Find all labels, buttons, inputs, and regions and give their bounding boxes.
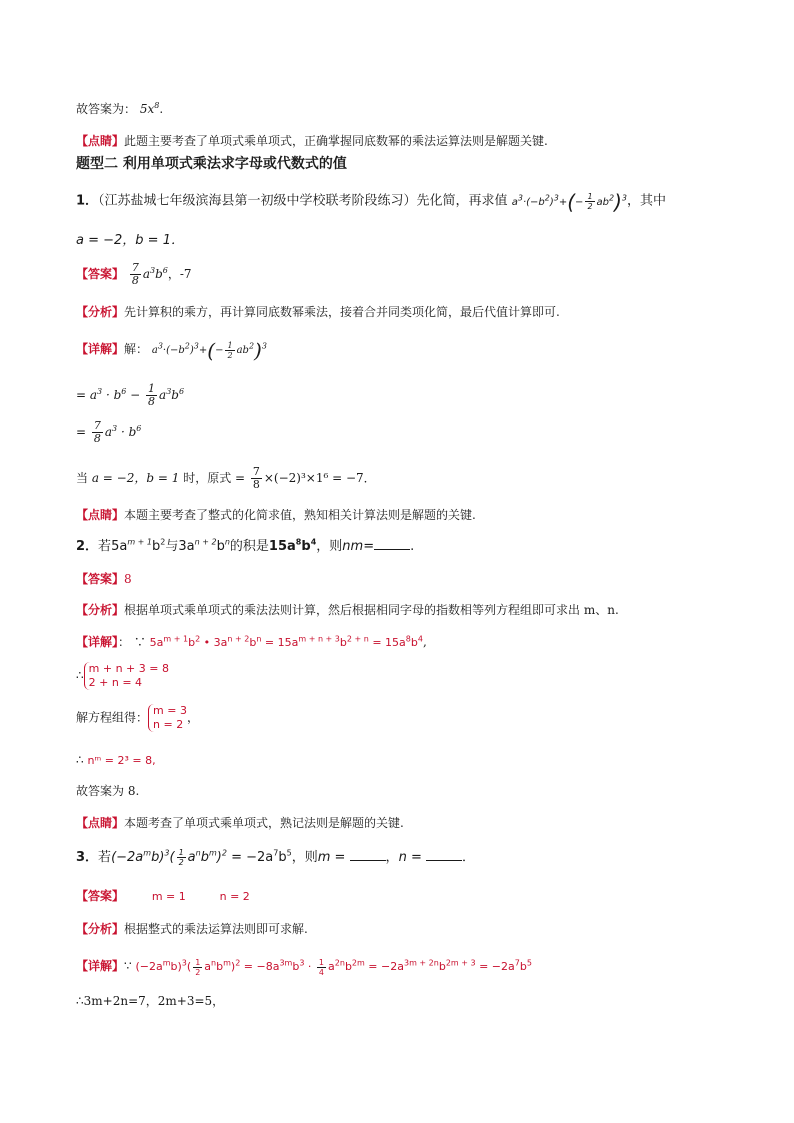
q2-result-line: ∴ nᵐ = 2³ = 8, [76, 753, 156, 767]
q1-step1: = $a^3 \cdot b^6$ − $\frac{1}{8}$ $a^3b^6$ [76, 382, 185, 408]
q3-final-line: ∴3m+2n=7，2m+3=5， [76, 994, 225, 1008]
q2-system: m + n + 3 = 8 2 + n = 4 [84, 662, 169, 690]
comment-text: 此题主要考查了单项式乘单项式，正确掌握同底数幂的乘法运算法则是解题关键. [124, 134, 548, 148]
q2-answer-line: 【答案】8 [76, 572, 132, 586]
section-title: 题型二 利用单项式乘法求字母或代数式的值 [76, 156, 347, 172]
q1-answer-expr: $\frac{7}{8}$ $a^3b^6$ [131, 261, 168, 287]
q2-detail-expr: $5a^{m + 1}b^2$ • $3a^{n + 2}b^n = 15a^{m + n + 3}b^{2 + n} = 15a^8b^4$ [149, 634, 423, 649]
q1-expression: $a^3\cdot(-b^2)^3+(-$ $\frac{1}{2}$ $ab^2)^3$ [511, 189, 628, 214]
q2-system-line: ∴ m + n + 3 = 8 2 + n = 4 [76, 662, 169, 689]
q2-detail-line: 【详解】： ∵ $5a^{m + 1}b^2$ • $3a^{n + 2}b^n = 15a^{m + n + 3}b^{2 + n} = 15a^8b^4$, [76, 634, 427, 649]
q1-eval-line: 当 a = −2，b = 1 时，原式 = $\frac{7}{8}$ ×(−2)³×1⁶ = −7． [76, 465, 376, 491]
intro-answer-line: 故答案为： $5x^8$. [76, 101, 164, 116]
intro-comment-line [76, 132, 548, 150]
q1-stem: 1．（江苏盐城七年级滨海县第一初级中学校联考阶段练习）先化简，再求值 $a^3\cdot(-b^2)^3+(-$ $\frac{1}{2}$ $ab^2)^3$，其中 [76, 189, 667, 214]
q2-stem: 2．若$5a^{m + 1}b^2$与$3a^{n + 2}b^n$的积是$15a^8b^4$，则nm= . [76, 537, 415, 554]
q3-blank-n[interactable] [426, 848, 462, 861]
q3-detail-line: 【详解】∵ $(-2a^mb)^3$( $\frac{1}{2}$ $a^nb^m)^2 = -8a^{3m}b^3$ · $\frac{1}{4}$ $a^{2n}b^{2m} = -2a^{3m + 2n}b^{2m + 3} = -2a^7b^5$ [76, 957, 532, 977]
comment-tag: 【点睛】 [76, 134, 125, 148]
q2-term2: $3a^{n + 2}b^n$ [178, 537, 230, 554]
q3-stem: 3．若$(-2a^mb)^3$( $\frac{1}{2}$ $a^nb^m)^2 = -2a^7b^5$，则m = ，n = ． [76, 848, 475, 867]
answer-prefix: 故答案为： [76, 102, 137, 116]
q1-condition: a = −2，b = 1． [76, 233, 184, 248]
q1-source: （江苏盐城七年级滨海县第一初级中学校联考阶段练习）先化简，再求值 [98, 193, 508, 209]
q1-detail-line: 【详解】解： $a^3\cdot(-b^2)^3+(-$ $\frac{1}{2}$ $ab^2)^3$ [76, 338, 267, 363]
q1-answer-line: 【答案】 $\frac{7}{8}$ $a^3b^6$，-7 [76, 261, 192, 287]
q1-detail-expr: $a^3\cdot(-b^2)^3+(-$ $\frac{1}{2}$ $ab^2)^3$ [151, 338, 267, 363]
q2-answer-blank[interactable] [374, 537, 410, 550]
answer-value: $5x^8$ [139, 101, 160, 116]
q2-solution: m = 3 n = 2 [148, 704, 187, 732]
q3-answer-line: 【答案】 m = 1 n = 2 [76, 889, 250, 903]
q1-step2: = $\frac{7}{8}$ $a^3 \cdot b^6$ [76, 419, 142, 445]
q3-expression: $(-2a^mb)^3$( $\frac{1}{2}$ $a^nb^m)^2$ [111, 848, 227, 867]
q2-analysis-line: 【分析】根据单项式乘单项式的乘法法则计算，然后根据相同字母的指数相等列方程组即可求出 m、n. [76, 603, 619, 617]
q2-final-answer: 故答案为 8. [76, 784, 140, 798]
q1-comment-line: 【点睛】本题主要考查了整式的化简求值，熟知相关计算法则是解题的关键. [76, 508, 476, 522]
q1-analysis-line: 【分析】先计算积的乘方，再计算同底数幂乘法，接着合并同类项化简，最后代值计算即可. [76, 305, 560, 319]
q3-blank-m[interactable] [350, 848, 386, 861]
q2-term1: $5a^{m + 1}b^2$ [111, 537, 166, 554]
q2-solve-line: 解方程组得： m = 3 n = 2 ， [76, 704, 199, 731]
q3-detail-expr: $(-2a^mb)^3$( $\frac{1}{2}$ $a^nb^m)^2 = -8a^{3m}b^3$ · $\frac{1}{4}$ $a^{2n}b^{2m} = -2a^{3m + 2n}b^{2m + 3} = -2a^7b^5$ [135, 957, 532, 977]
q3-analysis-line: 【分析】根据整式的乘法运算法则即可求解. [76, 922, 308, 936]
q2-product: $15a^8b^4$ [268, 537, 317, 554]
q2-comment-line: 【点睛】本题考查了单项式乘单项式，熟记法则是解题的关键. [76, 816, 404, 830]
